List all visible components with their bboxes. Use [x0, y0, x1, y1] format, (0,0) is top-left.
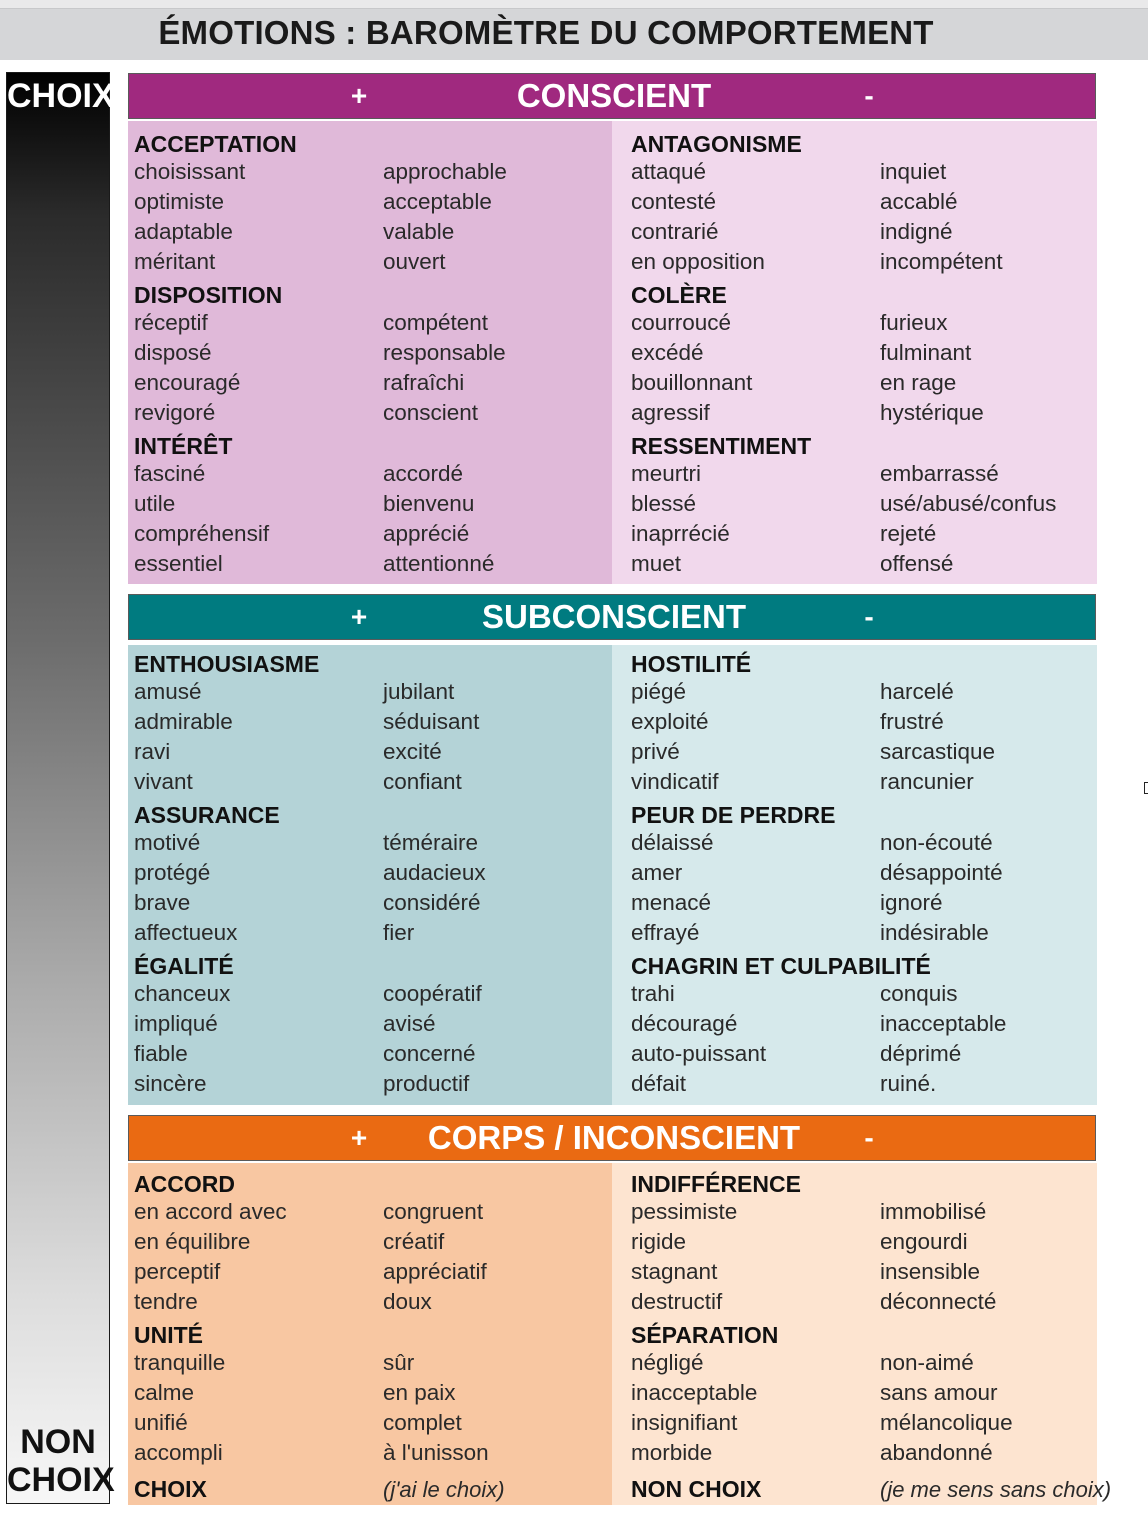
- group-heading-colere: COLÈRE: [631, 282, 727, 308]
- group-heading-assurance: ASSURANCE: [134, 802, 280, 828]
- emotion-word: réceptif: [134, 310, 208, 335]
- emotion-word: découragé: [631, 1011, 738, 1036]
- emotion-word: harcelé: [880, 679, 954, 704]
- emotion-word: indigné: [880, 219, 953, 244]
- plus-sign: +: [350, 601, 368, 632]
- group-heading-ressentiment: RESSENTIMENT: [631, 433, 812, 459]
- plus-sign: +: [350, 80, 368, 111]
- emotion-word: fulminant: [880, 340, 972, 365]
- top-strip: [0, 0, 1148, 9]
- emotion-word: avisé: [383, 1011, 436, 1036]
- gauge-bottom-line1: NON: [20, 1423, 96, 1461]
- emotion-word: coopératif: [383, 981, 482, 1006]
- emotion-word: conscient: [383, 400, 479, 425]
- emotion-word: auto-puissant: [631, 1041, 767, 1066]
- emotion-word: adaptable: [134, 219, 233, 244]
- emotion-word: frustré: [880, 709, 944, 734]
- emotion-word: confiant: [383, 769, 462, 794]
- emotion-word: excédé: [631, 340, 704, 365]
- emotion-word: morbide: [631, 1440, 713, 1465]
- emotion-word: sincère: [134, 1071, 207, 1096]
- section-band-conscient: [128, 73, 1096, 119]
- band-title: CONSCIENT: [516, 77, 712, 114]
- emotion-word: tranquille: [134, 1350, 226, 1375]
- emotion-word: en rage: [880, 370, 957, 395]
- title-bar: [0, 0, 1148, 60]
- emotion-word: blessé: [631, 491, 697, 516]
- emotion-word: téméraire: [383, 830, 479, 855]
- emotion-word: sans amour: [880, 1380, 998, 1405]
- page-title: ÉMOTIONS : BAROMÈTRE DU COMPORTEMENT: [158, 14, 934, 51]
- emotion-word: bienvenu: [383, 491, 475, 516]
- emotion-word: méritant: [134, 249, 216, 274]
- emotion-word: conquis: [880, 981, 958, 1006]
- emotion-word: accompli: [134, 1440, 223, 1465]
- emotion-word: audacieux: [383, 860, 486, 885]
- emotion-word: compréhensif: [134, 521, 270, 546]
- emotion-word: productif: [383, 1071, 470, 1096]
- emotion-word: rejeté: [880, 521, 937, 546]
- emotion-word: jubilant: [383, 679, 455, 704]
- gauge-bottom-label: [7, 1423, 115, 1499]
- emotion-word: admirable: [134, 709, 233, 734]
- emotion-word: non-aimé: [880, 1350, 974, 1375]
- group-heading-antagonisme: ANTAGONISME: [631, 131, 802, 157]
- emotion-word: effrayé: [631, 920, 700, 945]
- emotion-word: bouillonnant: [631, 370, 753, 395]
- emotion-word: rafraîchi: [383, 370, 465, 395]
- emotion-word: unifié: [134, 1410, 188, 1435]
- emotion-word: valable: [383, 219, 455, 244]
- emotion-word: apprécié: [383, 521, 470, 546]
- group-heading-enthousiasme: ENTHOUSIASME: [134, 651, 320, 677]
- emotion-word: créatif: [383, 1229, 445, 1254]
- group-heading-accord: ACCORD: [134, 1171, 235, 1197]
- emotion-word: en équilibre: [134, 1229, 251, 1254]
- emotion-word: muet: [631, 551, 682, 576]
- choice-gauge: [6, 72, 115, 1504]
- emotion-word: accordé: [383, 461, 464, 486]
- group-heading-indifference: INDIFFÉRENCE: [631, 1171, 801, 1197]
- band-title: CORPS / INCONSCIENT: [427, 1119, 801, 1156]
- emotion-word: négligé: [631, 1350, 704, 1375]
- emotion-word: attaqué: [631, 159, 707, 184]
- emotion-word: trahi: [631, 981, 675, 1006]
- text-cursor-icon: [1144, 782, 1148, 794]
- emotion-word: optimiste: [134, 189, 225, 214]
- emotion-word: en accord avec: [134, 1199, 287, 1224]
- section-band-corps-inconscient: [128, 1115, 1096, 1161]
- emotion-word: sarcastique: [880, 739, 996, 764]
- emotion-word: inacceptable: [880, 1011, 1007, 1036]
- emotion-word: calme: [134, 1380, 195, 1405]
- emotion-word: à l'unisson: [383, 1440, 489, 1465]
- emotion-word: insignifiant: [631, 1410, 738, 1435]
- emotion-word: hystérique: [880, 400, 984, 425]
- footer-non-choice-label: NON CHOIX: [631, 1476, 762, 1502]
- minus-sign: -: [864, 80, 874, 111]
- emotion-word: ouvert: [383, 249, 446, 274]
- emotion-word: stagnant: [631, 1259, 718, 1284]
- emotion-word: vivant: [134, 769, 193, 794]
- emotion-word: considéré: [383, 890, 481, 915]
- emotion-word: désappointé: [880, 860, 1003, 885]
- emotion-word: immobilisé: [880, 1199, 987, 1224]
- emotion-word: insensible: [880, 1259, 981, 1284]
- emotion-word: fier: [383, 920, 415, 945]
- emotion-word: excité: [383, 739, 442, 764]
- emotion-word: privé: [631, 739, 680, 764]
- emotion-word: délaissé: [631, 830, 714, 855]
- emotion-word: tendre: [134, 1289, 198, 1314]
- footer-choice-note: (j'ai le choix): [383, 1477, 505, 1502]
- emotion-word: indésirable: [880, 920, 989, 945]
- emotion-word: rigide: [631, 1229, 687, 1254]
- emotion-word: pessimiste: [631, 1199, 738, 1224]
- gauge-top-label: CHOIX: [7, 77, 115, 115]
- emotion-word: accablé: [880, 189, 958, 214]
- emotion-word: amer: [631, 860, 683, 885]
- emotion-word: responsable: [383, 340, 506, 365]
- emotion-word: déconnecté: [880, 1289, 997, 1314]
- band-title: SUBCONSCIENT: [481, 598, 747, 635]
- emotion-word: impliqué: [134, 1011, 218, 1036]
- emotion-word: acceptable: [383, 189, 492, 214]
- group-heading-interet: INTÉRÊT: [134, 433, 233, 459]
- emotion-word: brave: [134, 890, 191, 915]
- emotion-word: sûr: [383, 1350, 415, 1375]
- emotion-word: attentionné: [383, 551, 495, 576]
- section-band-subconscient: [128, 594, 1096, 640]
- emotion-word: affectueux: [134, 920, 238, 945]
- emotion-word: ravi: [134, 739, 171, 764]
- emotion-word: mélancolique: [880, 1410, 1013, 1435]
- emotion-word: motivé: [134, 830, 201, 855]
- group-heading-disposition: DISPOSITION: [134, 282, 283, 308]
- emotion-word: meurtri: [631, 461, 702, 486]
- emotion-word: incompétent: [880, 249, 1003, 274]
- emotion-word: abandonné: [880, 1440, 993, 1465]
- footer-non-choice-note: (je me sens sans choix): [880, 1477, 1112, 1502]
- emotion-word: protégé: [134, 860, 211, 885]
- emotion-word: offensé: [880, 551, 954, 576]
- emotion-word: usé/abusé/confus: [880, 491, 1057, 516]
- emotion-word: doux: [383, 1289, 432, 1314]
- emotion-word: séduisant: [383, 709, 480, 734]
- group-heading-peur-de-perdre: PEUR DE PERDRE: [631, 802, 836, 828]
- emotion-word: non-écouté: [880, 830, 993, 855]
- group-heading-chagrin-et-culpabilite: CHAGRIN ET CULPABILITÉ: [631, 953, 931, 979]
- minus-sign: -: [864, 601, 874, 632]
- emotion-word: ignoré: [880, 890, 943, 915]
- emotion-word: en opposition: [631, 249, 765, 274]
- emotion-word: inquiet: [880, 159, 947, 184]
- emotion-word: piégé: [631, 679, 687, 704]
- emotion-word: chanceux: [134, 981, 231, 1006]
- emotion-word: vindicatif: [631, 769, 719, 794]
- emotion-word: appréciatif: [383, 1259, 487, 1284]
- gauge-bottom-line2: CHOIX: [7, 1461, 115, 1499]
- emotion-word: contrarié: [631, 219, 719, 244]
- emotion-word: concerné: [383, 1041, 476, 1066]
- minus-sign: -: [864, 1122, 874, 1153]
- emotion-word: destructif: [631, 1289, 723, 1314]
- group-heading-separation: SÉPARATION: [631, 1322, 779, 1348]
- emotion-word: amusé: [134, 679, 202, 704]
- emotion-word: utile: [134, 491, 176, 516]
- emotion-word: ruiné.: [880, 1071, 937, 1096]
- emotion-word: engourdi: [880, 1229, 968, 1254]
- emotion-word: menacé: [631, 890, 712, 915]
- emotion-word: courroucé: [631, 310, 732, 335]
- emotion-word: fiable: [134, 1041, 188, 1066]
- group-heading-unite: UNITÉ: [134, 1322, 203, 1348]
- footer-choice-label: CHOIX: [134, 1476, 207, 1502]
- emotion-word: congruent: [383, 1199, 484, 1224]
- emotion-word: inacceptable: [631, 1380, 758, 1405]
- group-heading-egalite: ÉGALITÉ: [134, 953, 234, 979]
- emotion-word: essentiel: [134, 551, 223, 576]
- emotion-word: exploité: [631, 709, 709, 734]
- emotion-word: revigoré: [134, 400, 216, 425]
- emotion-word: inaprrécié: [631, 521, 730, 546]
- emotion-word: complet: [383, 1410, 462, 1435]
- emotion-word: perceptif: [134, 1259, 221, 1284]
- emotion-word: déprimé: [880, 1041, 962, 1066]
- emotion-word: fasciné: [134, 461, 206, 486]
- emotion-word: approchable: [383, 159, 507, 184]
- emotion-word: choisissant: [134, 159, 246, 184]
- emotion-word: furieux: [880, 310, 948, 335]
- emotion-word: en paix: [383, 1380, 456, 1405]
- emotion-word: embarrassé: [880, 461, 999, 486]
- emotion-word: compétent: [383, 310, 489, 335]
- emotion-word: disposé: [134, 340, 212, 365]
- emotion-word: rancunier: [880, 769, 974, 794]
- group-heading-acceptation: ACCEPTATION: [134, 131, 297, 157]
- group-heading-hostilite: HOSTILITÉ: [631, 651, 752, 677]
- emotion-word: contesté: [631, 189, 717, 214]
- plus-sign: +: [350, 1122, 368, 1153]
- emotion-word: défait: [631, 1071, 687, 1096]
- emotion-word: agressif: [631, 400, 710, 425]
- emotion-word: encouragé: [134, 370, 241, 395]
